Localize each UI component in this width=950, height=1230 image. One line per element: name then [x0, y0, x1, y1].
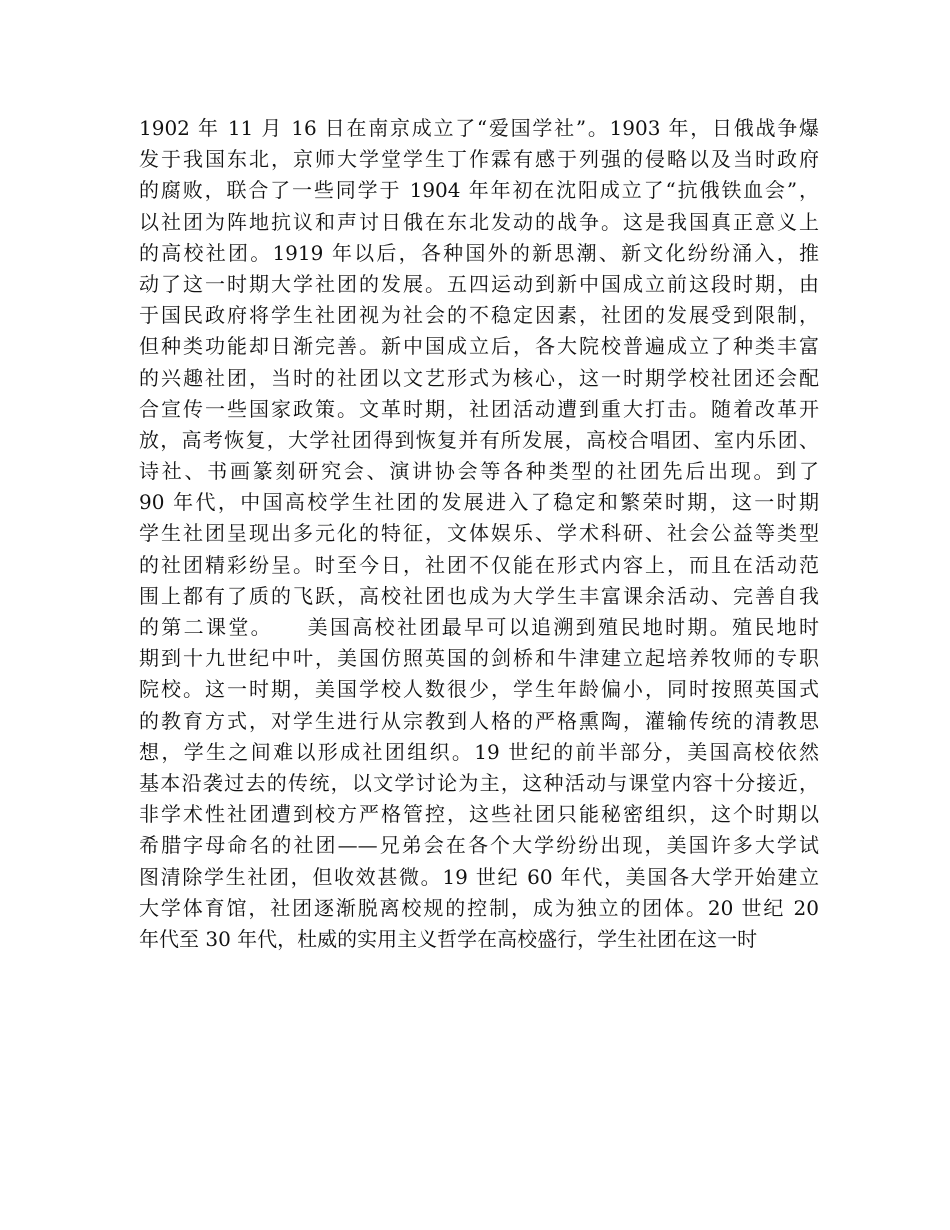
- text-line: 大学体育馆，社团逐渐脱离校规的控制，成为独立的团体。20 世纪 20: [139, 895, 819, 920]
- text-line: 放，高考恢复，大学社团得到恢复并有所发展，高校合唱团、室内乐团、: [139, 427, 819, 452]
- text-line: 的教育方式，对学生进行从宗教到人格的严格熏陶，灌输传统的清教思: [139, 708, 819, 733]
- text-line: 90 年代，中国高校学生社团的发展进入了稳定和繁荣时期，这一时期: [139, 490, 819, 515]
- text-line: 的第二课堂。 美国高校社团最早可以追溯到殖民地时期。殖民地时: [139, 615, 819, 639]
- text-line: 期到十九世纪中叶，美国仿照英国的剑桥和牛津建立起培养牧师的专职: [139, 646, 819, 671]
- text-line: 非学术性社团遭到校方严格管控，这些社团只能秘密组织，这个时期以: [139, 802, 819, 827]
- text-line: 学生社团呈现出多元化的特征，文体娱乐、学术科研、社会公益等类型: [139, 521, 819, 546]
- text-line: 于国民政府将学生社团视为社会的不稳定因素，社团的发展受到限制，: [139, 303, 819, 328]
- text-line: 基本沿袭过去的传统，以文学讨论为主，这种活动与课堂内容十分接近，: [139, 770, 819, 795]
- text-line: 以社团为阵地抗议和声讨日俄在东北发动的战争。这是我国真正意义上: [139, 209, 819, 234]
- text-line: 发于我国东北，京师大学堂学生丁作霖有感于列强的侵略以及当时政府: [139, 147, 819, 172]
- text-line: 动了这一时期大学社团的发展。五四运动到新中国成立前这段时期，由: [139, 271, 819, 296]
- text-line: 希腊字母命名的社团——兄弟会在各个大学纷纷出现，美国许多大学试: [139, 833, 819, 858]
- text-line: 院校。这一时期，美国学校人数很少，学生年龄偏小，同时按照英国式: [139, 677, 819, 702]
- text-line: 诗社、书画篆刻研究会、演讲协会等各种类型的社团先后出现。到了: [139, 459, 819, 484]
- text-line: 年代至 30 年代，杜威的实用主义哲学在高校盛行，学生社团在这一时: [139, 926, 758, 951]
- text-line: 的社团精彩纷呈。时至今日，社团不仅能在形式内容上，而且在活动范: [139, 552, 819, 577]
- text-line: 的兴趣社团，当时的社团以文艺形式为核心，这一时期学校社团还会配: [139, 365, 819, 390]
- text-line: 想，学生之间难以形成社团组织。19 世纪的前半部分，美国高校依然: [139, 739, 819, 764]
- text-line: 的腐败，联合了一些同学于 1904 年年初在沈阳成立了“抗俄铁血会”，: [139, 178, 819, 203]
- text-line: 图清除学生社团，但收效甚微。19 世纪 60 年代，美国各大学开始建立: [139, 864, 819, 889]
- body-text: [139, 113, 819, 955]
- text-line: 围上都有了质的飞跃，高校社团也成为大学生丰富课余活动、完善自我: [139, 583, 819, 608]
- text-line: 合宣传一些国家政策。文革时期，社团活动遭到重大打击。随着改革开: [139, 396, 819, 421]
- text-line: 1902 年 11 月 16 日在南京成立了“爱国学社”。1903 年，日俄战争爆: [139, 116, 819, 140]
- text-line: 的高校社团。1919 年以后，各种国外的新思潮、新文化纷纷涌入，推: [139, 240, 819, 265]
- text-line: 但种类功能却日渐完善。新中国成立后，各大院校普遍成立了种类丰富: [139, 334, 819, 359]
